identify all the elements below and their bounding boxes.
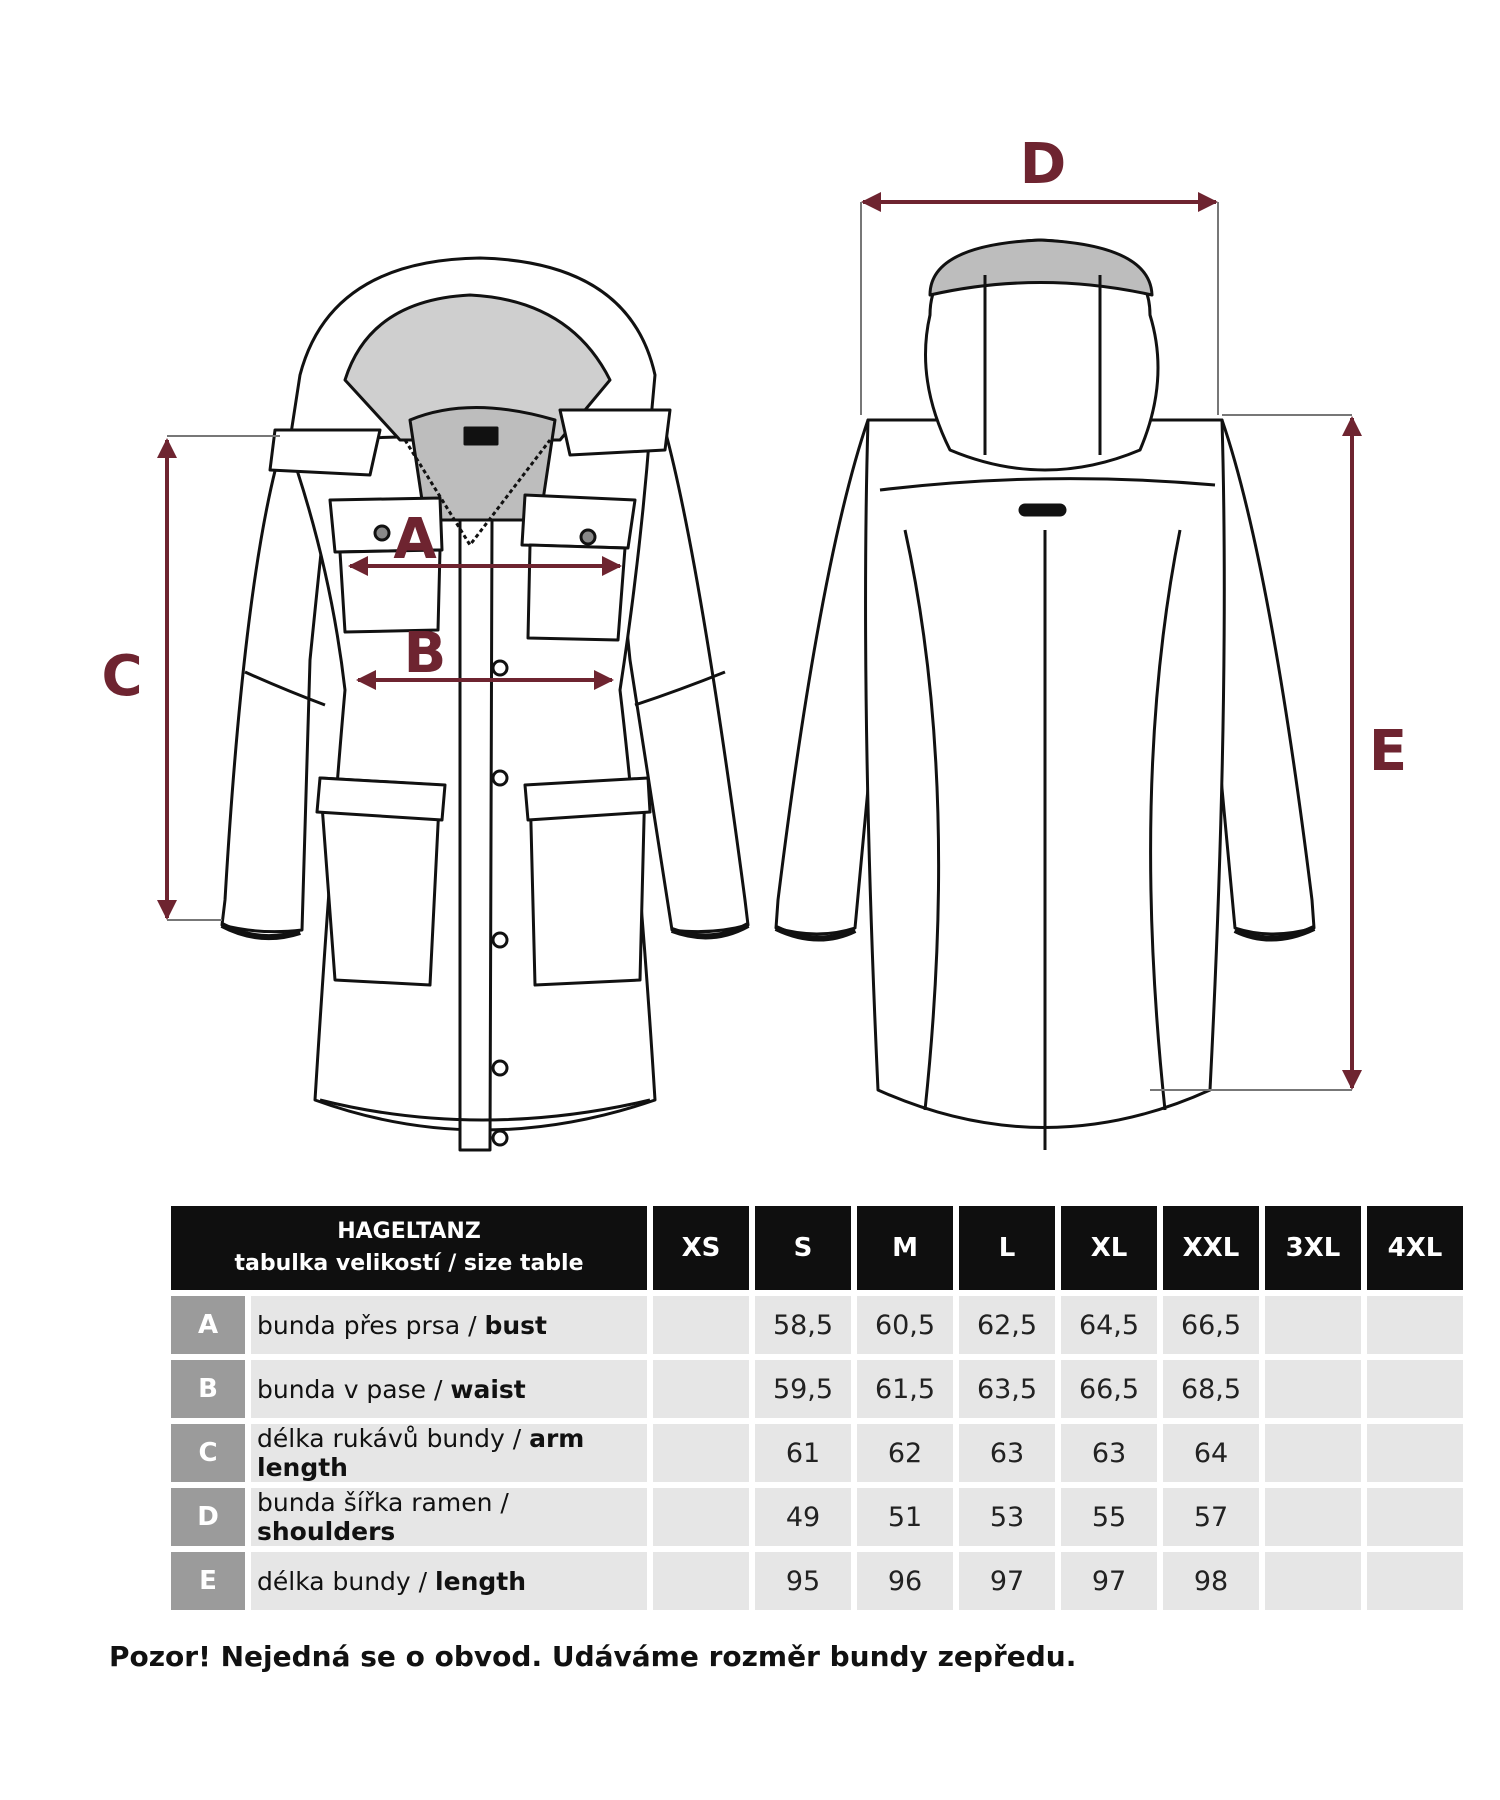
jacket-back-drawing — [776, 240, 1314, 1150]
size-header-xl: XL — [1061, 1206, 1157, 1290]
row-label-cs: bunda v pase / — [257, 1374, 451, 1404]
row-label — [251, 1296, 647, 1354]
size-header-3xl: 3XL — [1265, 1206, 1361, 1290]
table-cell: 58,5 — [755, 1296, 851, 1354]
size-header-m: M — [857, 1206, 953, 1290]
table-row — [171, 1552, 1463, 1610]
table-cell: 63 — [959, 1424, 1055, 1482]
row-label-cs: bunda šířka ramen / — [257, 1488, 509, 1517]
row-label — [251, 1488, 647, 1546]
size-header-l: L — [959, 1206, 1055, 1290]
table-row — [171, 1296, 1463, 1354]
table-cell — [1265, 1296, 1361, 1354]
table-cell: 64 — [1163, 1424, 1259, 1482]
row-code: B — [171, 1360, 245, 1418]
table-cell — [1265, 1360, 1361, 1418]
row-label-en: shoulders — [257, 1517, 396, 1546]
table-cell — [1367, 1488, 1463, 1546]
row-code: C — [171, 1424, 245, 1482]
table-row — [171, 1424, 1463, 1482]
table-cell: 61 — [755, 1424, 851, 1482]
table-cell: 97 — [1061, 1552, 1157, 1610]
row-label — [251, 1552, 647, 1610]
table-cell — [1367, 1296, 1463, 1354]
table-cell: 96 — [857, 1552, 953, 1610]
table-cell: 66,5 — [1061, 1360, 1157, 1418]
row-code: D — [171, 1488, 245, 1546]
dimension-label-e: E — [1368, 719, 1408, 784]
size-header-xs: XS — [653, 1206, 749, 1290]
table-row — [171, 1488, 1463, 1546]
table-cell: 68,5 — [1163, 1360, 1259, 1418]
table-cell: 62,5 — [959, 1296, 1055, 1354]
jacket-front-drawing — [222, 258, 748, 1150]
table-cell: 63,5 — [959, 1360, 1055, 1418]
table-cell — [1265, 1488, 1361, 1546]
row-code: E — [171, 1552, 245, 1610]
table-cell — [653, 1552, 749, 1610]
table-cell: 61,5 — [857, 1360, 953, 1418]
table-row — [171, 1360, 1463, 1418]
table-cell — [653, 1360, 749, 1418]
row-label — [251, 1424, 647, 1482]
row-label-en: bust — [484, 1310, 547, 1340]
size-header-4xl: 4XL — [1367, 1206, 1463, 1290]
table-cell — [653, 1424, 749, 1482]
size-table — [165, 1200, 1469, 1616]
size-header-xxl: XXL — [1163, 1206, 1259, 1290]
table-cell: 55 — [1061, 1488, 1157, 1546]
row-code: A — [171, 1296, 245, 1354]
table-cell — [1367, 1552, 1463, 1610]
row-label-cs: bunda přes prsa / — [257, 1310, 485, 1340]
table-cell: 97 — [959, 1552, 1055, 1610]
row-label-en: arm length — [257, 1424, 585, 1482]
table-cell — [1367, 1360, 1463, 1418]
table-cell: 95 — [755, 1552, 851, 1610]
size-header-s: S — [755, 1206, 851, 1290]
table-cell: 63 — [1061, 1424, 1157, 1482]
size-header-row — [171, 1206, 1463, 1290]
table-cell: 49 — [755, 1488, 851, 1546]
table-cell — [653, 1296, 749, 1354]
table-cell: 57 — [1163, 1488, 1259, 1546]
table-cell — [1265, 1424, 1361, 1482]
dimension-label-a: A — [393, 507, 437, 572]
table-cell — [1265, 1552, 1361, 1610]
table-cell: 59,5 — [755, 1360, 851, 1418]
table-cell: 66,5 — [1163, 1296, 1259, 1354]
table-cell — [1367, 1424, 1463, 1482]
row-label-en: waist — [450, 1374, 526, 1404]
table-cell: 62 — [857, 1424, 953, 1482]
row-label-cs: délka rukávů bundy / — [257, 1424, 530, 1453]
table-cell: 53 — [959, 1488, 1055, 1546]
dimension-label-d: D — [1019, 132, 1067, 197]
footer-note: Pozor! Nejedná se o obvod. Udáváme rozměr bundy zepředu. — [109, 1640, 1077, 1673]
table-cell: 98 — [1163, 1552, 1259, 1610]
table-subtitle: tabulka velikostí / size table — [234, 1251, 584, 1276]
table-cell: 64,5 — [1061, 1296, 1157, 1354]
table-cell — [653, 1488, 749, 1546]
table-cell: 60,5 — [857, 1296, 953, 1354]
row-label-en: length — [435, 1566, 527, 1596]
row-label-cs: délka bundy / — [257, 1566, 436, 1596]
dimension-label-c: C — [101, 644, 143, 709]
brand-name: HAGELTANZ — [337, 1219, 481, 1244]
dimension-label-b: B — [403, 621, 447, 686]
table-cell: 51 — [857, 1488, 953, 1546]
table-title — [171, 1206, 647, 1290]
row-label — [251, 1360, 647, 1418]
